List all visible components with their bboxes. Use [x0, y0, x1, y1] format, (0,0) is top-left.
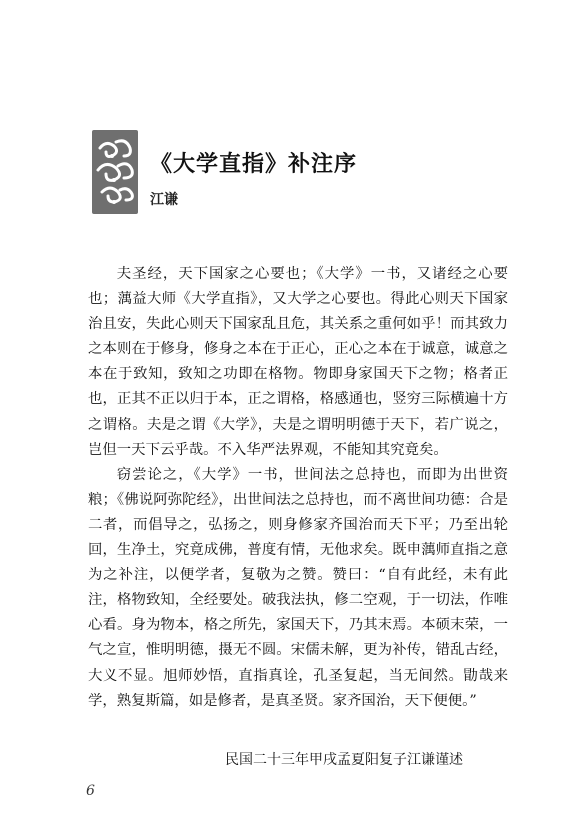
cloud-ornament-icon — [92, 130, 138, 214]
preface-body — [88, 262, 508, 714]
page-title: 《大学直指》补注序 — [150, 151, 358, 177]
page-number: 6 — [86, 783, 95, 799]
author-name: 江谦 — [150, 192, 178, 208]
paragraph: 窃尝论之，《大学》一书，世间法之总持也，而即为出世资粮；《佛说阿弥陀经》，出世间法之总持也，而不离世间功德：合是二者，而倡导之，弘扬之，则身修家齐国治而天下平；乃至出轮回，生净土，究竟成佛，普度有情，无他求矣。既申蕅师直指之意为之补注，以便学者，复敬为之赞。赞曰：“自有此经，未有此注，格物致知，全经要处。破我法执，修二空观，于一切法，作唯心看。身为物本，格之所先，家国天下，乃其末焉。本硕末荣，一气之宣，惟明明德，摄无不圆。宋儒未解，更为补传，错乱古经，大义不显。旭师妙悟，直指真诠，孔圣复起，当无间然。勖哉来学，熟复斯篇，如是修者，是真圣贤。家齐国治，天下便便。” — [88, 466, 508, 709]
signature-line: 民国二十三年甲戌孟夏阳复子江谦谨述 — [225, 752, 463, 768]
paragraph: 夫圣经，天下国家之心要也；《大学》一书，又诸经之心要也；蕅益大师《大学直指》，又大学之心要也。得此心则天下国家治且安，失此心则天下国家乱且危，其关系之重何如乎！而其致力之本则在于修身，修身之本在于正心，正心之本在于诚意，诚意之本在于致知，致知之功即在格物。物即身家国天下之物；格者正也，正其不正以归于本，正之谓格，格感通也，竖穷三际横遍十方之谓格。夫是之谓《大学》，夫是之谓明明德于天下，若广说之，岂但一天下云乎哉。不入华严法界观，不能知其究竟矣。 — [88, 266, 508, 458]
